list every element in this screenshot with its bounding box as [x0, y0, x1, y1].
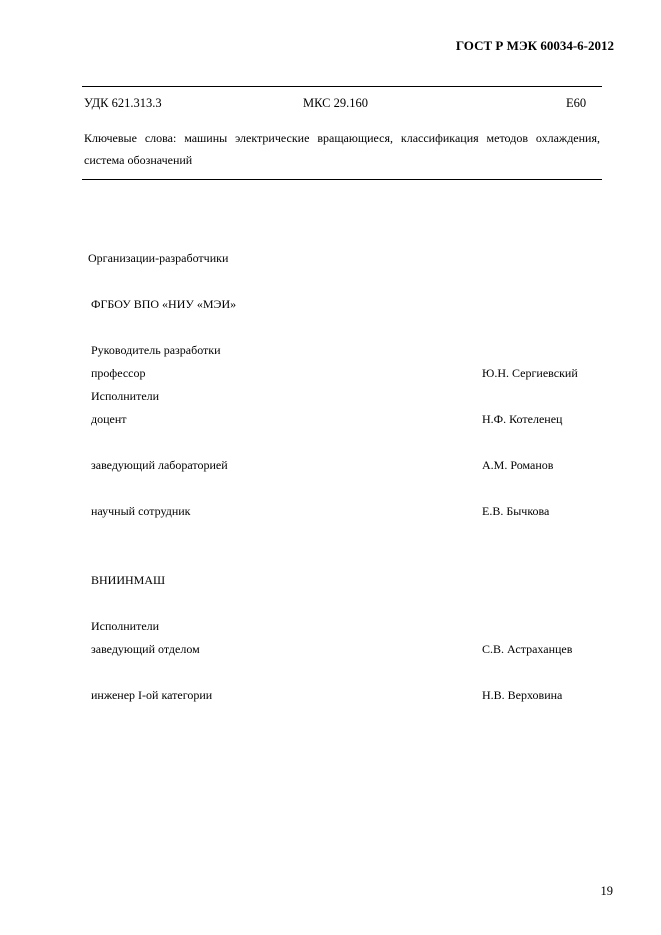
org1-person-position: научный сотрудник	[91, 504, 191, 518]
org2-person-name: С.В. Астраханцев	[482, 642, 573, 656]
org1-person-position: заведующий лабораторией	[91, 458, 228, 472]
udk-code: УДК 621.313.3	[84, 96, 162, 110]
bottom-rule	[82, 179, 602, 180]
mks-code: МКС 29.160	[303, 96, 368, 110]
org2-person-position: заведующий отделом	[91, 642, 200, 656]
org2-name: ВНИИНМАШ	[91, 573, 166, 587]
org2-person-name: Н.В. Верховина	[482, 688, 563, 702]
top-rule	[82, 86, 602, 87]
org1-person-name: Н.Ф. Котеленец	[482, 412, 563, 426]
page-number: 19	[600, 884, 613, 898]
org1-person-position: доцент	[91, 412, 127, 426]
org2-executors-label: Исполнители	[91, 619, 160, 633]
org1-executors-label: Исполнители	[91, 389, 160, 403]
classification-code: Е60	[566, 96, 587, 110]
org1-person-name: Е.В. Бычкова	[482, 504, 550, 518]
org1-leader-label: Руководитель разработки	[91, 343, 221, 357]
org1-leader-position: профессор	[91, 366, 146, 380]
keywords-text: Ключевые слова: машины электрические вращающиеся, классификация методов охлаждения, система обозначений	[84, 131, 600, 167]
developers-heading: Организации-разработчики	[88, 251, 229, 265]
org1-name: ФГБОУ ВПО «НИУ «МЭИ»	[91, 297, 237, 311]
org1-leader-name: Ю.Н. Сергиевский	[482, 366, 578, 380]
org2-person-position: инженер I-ой категории	[91, 688, 213, 702]
standard-code: ГОСТ Р МЭК 60034-6-2012	[455, 38, 614, 53]
org1-person-name: А.М. Романов	[482, 458, 554, 472]
